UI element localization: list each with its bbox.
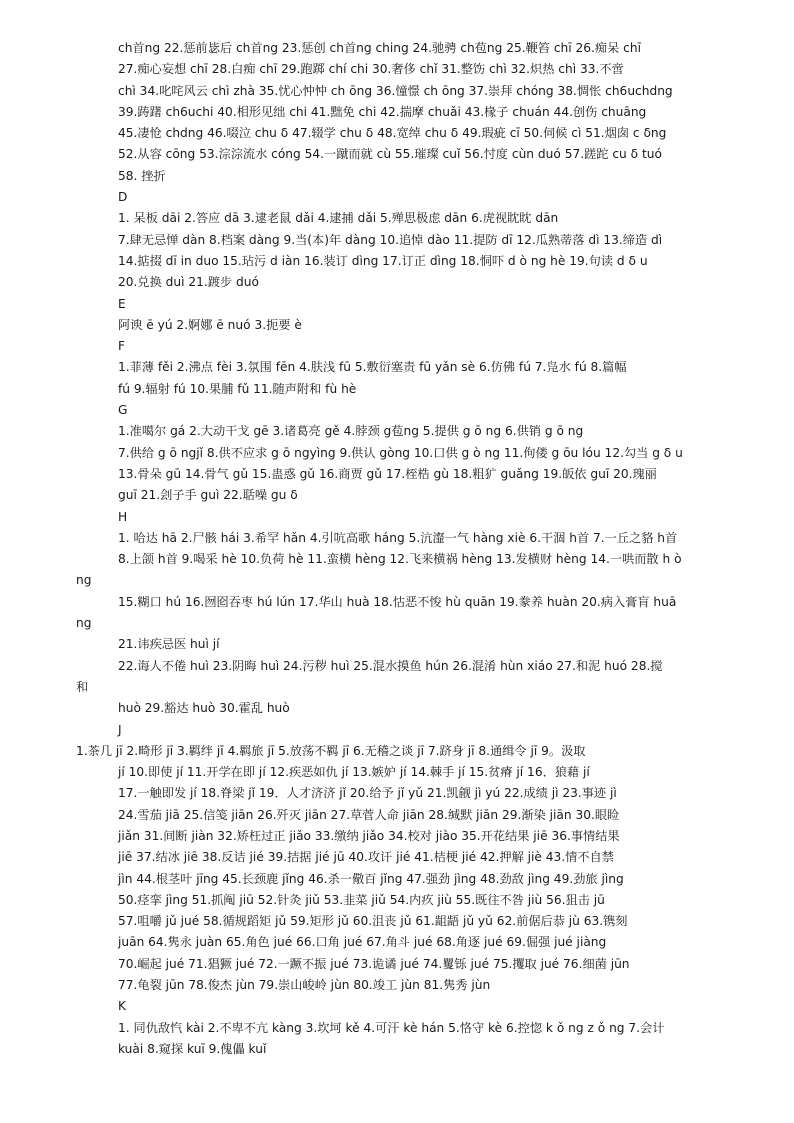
text-line: 1.菲薄 fěi 2.沸点 fèi 3.氛围 fēn 4.肤浅 fū 5.敷衍塞责 fū yǎn sè 6.仿佛 fú 7.凫水 fú 8.篇幅 — [118, 360, 627, 375]
section-heading: K — [118, 999, 126, 1014]
text-line: 20.兑换 duì 21.踱步 duó — [118, 275, 259, 290]
text-line: ng — [76, 616, 92, 631]
text-line: 15.糊口 hú 16.囫囵吞枣 hú lún 17.华山 huà 18.怙恶不悛 hù quān 19.豢养 huàn 20.病入膏肓 huā — [118, 594, 677, 609]
text-line: 8.上颌 h首 9.喝采 hè 10.负荷 hè 11.蛮横 hèng 12.飞来横祸 hèng 13.发横财 hèng 14.一哄而散 h ò — [118, 552, 682, 567]
text-line: jí 10.即使 jí 11.开学在即 jí 12.疾恶如仇 jí 13.嫉妒 jí 14.棘手 jí 15.贫瘠 jí 16．狼藉 jí — [118, 765, 590, 780]
text-line: 7.肆无忌惮 dàn 8.档案 dàng 9.当(本)年 dàng 10.追悼 dào 11.提防 dī 12.瓜熟蒂落 dì 13.缔造 dì — [118, 232, 663, 247]
section-heading: G — [118, 403, 128, 418]
text-line: juān 64.隽永 juàn 65.角色 jué 66.口角 jué 67.角斗 jué 68.角逐 jué 69.倔强 jué jiàng — [118, 935, 607, 950]
text-line: 57.咀嚼 jǔ jué 58.循规蹈矩 jǔ 59.矩形 jǔ 60.沮丧 jǔ 61.龃龉 jǔ yǔ 62.前倨后恭 jù 63.镌刻 — [118, 914, 628, 929]
text-line: 14.掂掇 dī in duo 15.玷污 d iàn 16.装订 dìng 17.订正 dìng 18.恫吓 d ò ng hè 19.句读 d δ u — [118, 253, 648, 268]
text-line: 1. 同仇敌忾 kài 2.不卑不亢 kàng 3.坎坷 kě 4.可汗 kè hán 5.恪守 kè 6.控惚 k ǒ ng z ǒ ng 7.会计 — [118, 1020, 665, 1035]
text-line: 70.崛起 jué 71.猖獗 jué 72.一蹶不振 jué 73.诡谲 jué 74.矍铄 jué 75.攫取 jué 76.细菌 jūn — [118, 956, 630, 971]
text-line: 52.从容 cōng 53.淙淙流水 cóng 54.一蹴而就 cù 55.璀璨 cuǐ 56.忖度 cùn duó 57.蹉跎 cu δ tuó — [118, 147, 662, 162]
section-heading: F — [118, 339, 126, 354]
text-line: 1. 哈达 hā 2.尸骸 hái 3.希罕 hǎn 4.引吭高歌 háng 5.沆瀣一气 hàng xiè 6.干涸 h首 7.一丘之貉 h首 — [118, 530, 678, 545]
text-line: 1.茶几 jī 2.畸形 jī 3.羁绊 jī 4.羁旅 jī 5.放荡不羁 jī 6.无稽之谈 jī 7.跻身 jī 8.通缉令 jī 9。汲取 — [76, 743, 586, 758]
text-line: 7.供给 g ō ngjǐ 8.供不应求 g ō ngyìng 9.供认 gòng 10.口供 g ò ng 11.佝偻 g ōu lóu 12.勾当 g δ u — [118, 445, 683, 460]
text-line: 22.诲人不倦 huì 23.阴晦 huì 24.污秽 huì 25.混水摸鱼 hún 26.混淆 hùn xiáo 27.和泥 huó 28.搅 — [118, 658, 663, 673]
text-line: 21.讳疾忌医 huì jí — [118, 637, 220, 652]
text-line: ng — [76, 573, 92, 588]
text-line: guī 21.刽子手 guì 22.聒噪 gu δ — [118, 488, 298, 503]
text-line: 50.痉挛 jìng 51.抓阄 jiū 52.针灸 jiǔ 53.韭菜 jiǔ 54.内疚 jiù 55.既往不咎 jiù 56.狙击 jū — [118, 892, 605, 907]
text-line: kuài 8.窥探 kuī 9.傀儡 kuǐ — [118, 1041, 267, 1056]
document-page — [0, 38, 794, 1060]
text-line: fú 9.辐射 fú 10.果脯 fǔ 11.随声附和 fù hè — [118, 381, 357, 396]
section-heading: J — [118, 722, 122, 737]
text-line: 45.凄怆 chdng 46.啜泣 chu δ 47.辍学 chu δ 48.宽绰 chu δ 49.瑕疵 cī 50.伺候 cì 51.烟囱 c δng — [118, 126, 667, 141]
text-line: jìn 44.根茎叶 jīng 45.长颈鹿 jǐng 46.杀一儆百 jǐng 47.强劲 jìng 48.劲敌 jìng 49.劲旅 jìng — [118, 871, 624, 886]
text-line: 27.痴心妄想 chī 28.白痴 chī 29.跑踯 chí chi 30.奢侈 chǐ 31.整饬 chì 32.炽热 chì 33.不啻 — [118, 62, 624, 77]
text-line: 阿谀 ē yú 2.婀娜 ē nuó 3.扼要 è — [118, 317, 302, 332]
text-line: 13.骨朵 gū 14.骨气 gǔ 15.蛊惑 gǔ 16.商贾 gǔ 17.桎梏 gù 18.粗犷 guǎng 19.皈依 guī 20.瑰丽 — [118, 466, 657, 481]
text-line: 1. 呆板 dāi 2.答应 dā 3.逮老鼠 dǎi 4.逮捕 dǎi 5.殚思极虑 dān 6.虎视眈眈 dān — [118, 211, 559, 226]
text-line: 58. 挫折 — [118, 168, 166, 183]
text-line: huò 29.豁达 huò 30.霍乱 huò — [118, 701, 290, 716]
text-line: 24.雪茄 jiā 25.信笺 jiān 26.歼灭 jiān 27.草菅人命 jiān 28.缄默 jiān 29.渐染 jiān 30.眼睑 — [118, 807, 620, 822]
section-heading: E — [118, 296, 126, 311]
text-line: ch首ng 22.惩前毖后 ch首ng 23.惩创 ch首ng ching 24.驰骋 ch苞ng 25.鞭笞 chī 26.痴呆 chī — [118, 41, 641, 55]
section-heading: H — [118, 509, 128, 524]
text-line: 1.准噶尔 gá 2.大动干戈 gē 3.诸葛亮 gě 4.脖颈 g苞ng 5.提供 g ō ng 6.供销 g ō ng — [118, 424, 584, 439]
text-line: 17.一触即发 jí 18.脊梁 jǐ 19．人才济济 jǐ 20.给予 jǐ yǔ 21.凯觎 jì yú 22.成绩 jì 23.事迹 jì — [118, 786, 617, 801]
text-line: jiǎn 31.间断 jiàn 32.矫枉过正 jiǎo 33.缴纳 jiǎo 34.校对 jiào 35.开花结果 jiē 36.事情结果 — [118, 828, 620, 843]
text-line: 77.龟裂 jūn 78.俊杰 jùn 79.崇山峻岭 jùn 80.竣工 jùn 81.隽秀 jùn — [118, 978, 491, 993]
section-heading: D — [118, 190, 128, 205]
text-line: jiē 37.结冰 jiē 38.反诘 jié 39.拮据 jié jū 40.攻讦 jié 41.桔梗 jié 42.押解 jiè 43.情不自禁 — [118, 850, 614, 865]
text-line: 和 — [76, 679, 89, 694]
text-line: chì 34.叱咤风云 chì zhà 35.忧心忡忡 ch ōng 36.憧憬 ch ōng 37.崇拜 chóng 38.惆怅 ch6uchdng — [118, 83, 673, 98]
text-line: 39.踌躇 ch6uchi 40.相形见绌 chi 41.黜免 chi 42.揣摩 chuǎi 43.椽子 chuán 44.创伤 chuāng — [118, 104, 647, 119]
